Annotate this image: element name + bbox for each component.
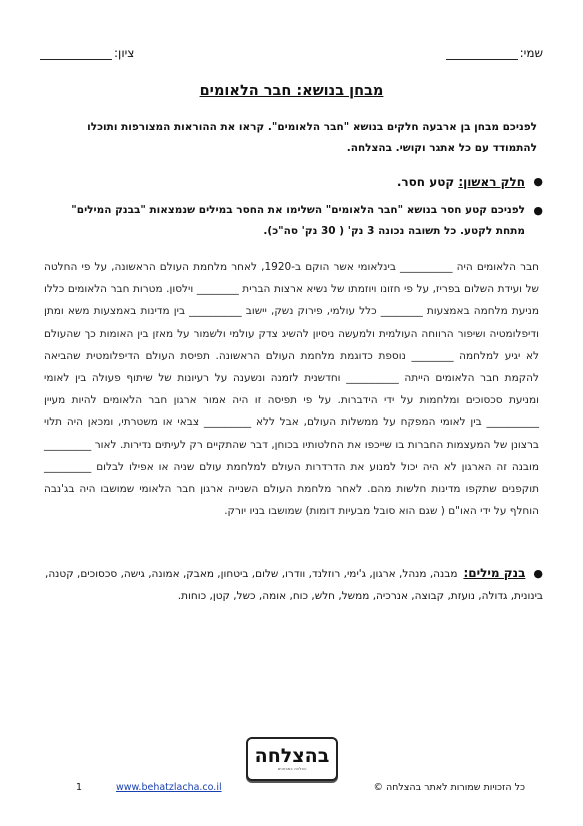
part-one-text: קטע חסר. — [396, 175, 459, 189]
copyright-notice: כל הזכויות שמורות לאתר בהצלחה © — [373, 782, 525, 793]
page-number: 1 — [76, 782, 83, 793]
bullet-icon: ● — [533, 175, 543, 188]
intro-paragraph: לפניכם מבחן בן ארבעה חלקים בנושא "חבר הלאומים". קראו את ההוראות המצורפות ותוכלו להתמודד עם כל אתגר וקושי. בהצלחה. — [87, 121, 537, 154]
grade-blank-line[interactable] — [40, 46, 112, 60]
bullet-icon: ● — [533, 567, 543, 580]
part-one-instruction — [46, 200, 545, 242]
page-footer — [0, 782, 583, 796]
instruction-text: לפניכם קטע חסר בנושא "חבר הלאומים" השלימו את החסר במילים שנמצאות "בבנק המילים" מתחת לקטע. כל תשובה נכונה 3 נק' ( 30 נק' סה"כ). — [71, 204, 525, 237]
logo-text: בהצלחה — [254, 745, 330, 767]
word-bank — [44, 562, 543, 608]
word-bank-words: מבנה, מנהל, ארגון, ג'ימי, רוזלנד, וודרו, שלום, ביטחון, מאבק, אמונה, גישה, סכסוכים, קטנה, בינונית, גדולה, נועזת, קבוצה, אנרכיה, ממשל, חלש, כוח, אומה, כשל, קטן, כוחות. — [44, 568, 543, 603]
logo-tagline: הצלחה במבחנים — [277, 766, 307, 771]
name-label: שמי: — [519, 46, 543, 60]
cloze-passage: חבר הלאומים היה __________ בינלאומי אשר הוקם ב-1920, לאחר מלחמת העולם הראשונה, על פי החלטה של ועידת השלום בפריז, על פי חזונו ויוזמתו של נשיא ארצות הברית ________ וילסון. מטרות חבר הלאומים כללו מניעת מלחמה באמצעות ________ כלל עולמי, פירוק נשק, יישוב __________ בין מדינות באמצעות משא ומתן ודיפלומטיה ושיפור הרווחה העולמית ולמעשה ניסיון להשיג צדק עולמי ולשמור על מאזן בין האומות כך שהעולם לא יגיע למלחמה ________ נוספת כדוגמת מלחמת העולם הראשונה. תפיסת העולם הדיפלומטית שהביאה להקמת חבר הלאומים הייתה __________ וחדשנית לזמנה ונשענה על רעיונות של שיתוף פעולה בין לאומי ומניעת סכסוכים ומלחמות על ידי הידברות. על פי תפיסה זו היה אמור ארגון חבר הלאומים להיות מעיין __________ בין לאומי המפקח על ממשלות העולם, אבל ללא _________ צבאי או משטרתי, ומכאן היה תלוי ברצונן של המעצמות החברות בו שייכפו את החלטותיו בכוחן, דבר שהתקיים רק לעיתים נדירות. לאור _________ מובנה זה הארגון לא היה יכול למנוע את הדרדרות העולם למלחמת עולם שניה או אפילו לבלום _________ תוקפנים שתקפו מדינות חלשות מהם. לאחר מלחמת העולם השנייה ארגון חבר הלאומי שמושבו היה בג'נבה הוחלף על ידי האו"ם ( שגם הוא סובל מבעיות דומות) שמושבו בניו יורק. — [44, 261, 539, 518]
name-field[interactable] — [446, 46, 543, 60]
site-url-link[interactable]: www.behatzlacha.co.il — [116, 782, 222, 793]
grade-field[interactable] — [40, 46, 134, 60]
bullet-icon: ● — [533, 204, 543, 217]
site-logo — [246, 737, 338, 781]
instructions-list — [46, 172, 545, 242]
part-one-heading — [46, 172, 545, 192]
part-one-label: חלק ראשון: — [458, 175, 525, 189]
header-row — [40, 46, 543, 64]
page-title — [0, 83, 583, 99]
word-bank-label: בנק מילים: — [463, 566, 526, 580]
name-blank-line[interactable] — [446, 46, 518, 60]
title-text: מבחן בנושא: חבר הלאומים — [199, 83, 384, 99]
grade-label: ציון: — [114, 46, 135, 60]
